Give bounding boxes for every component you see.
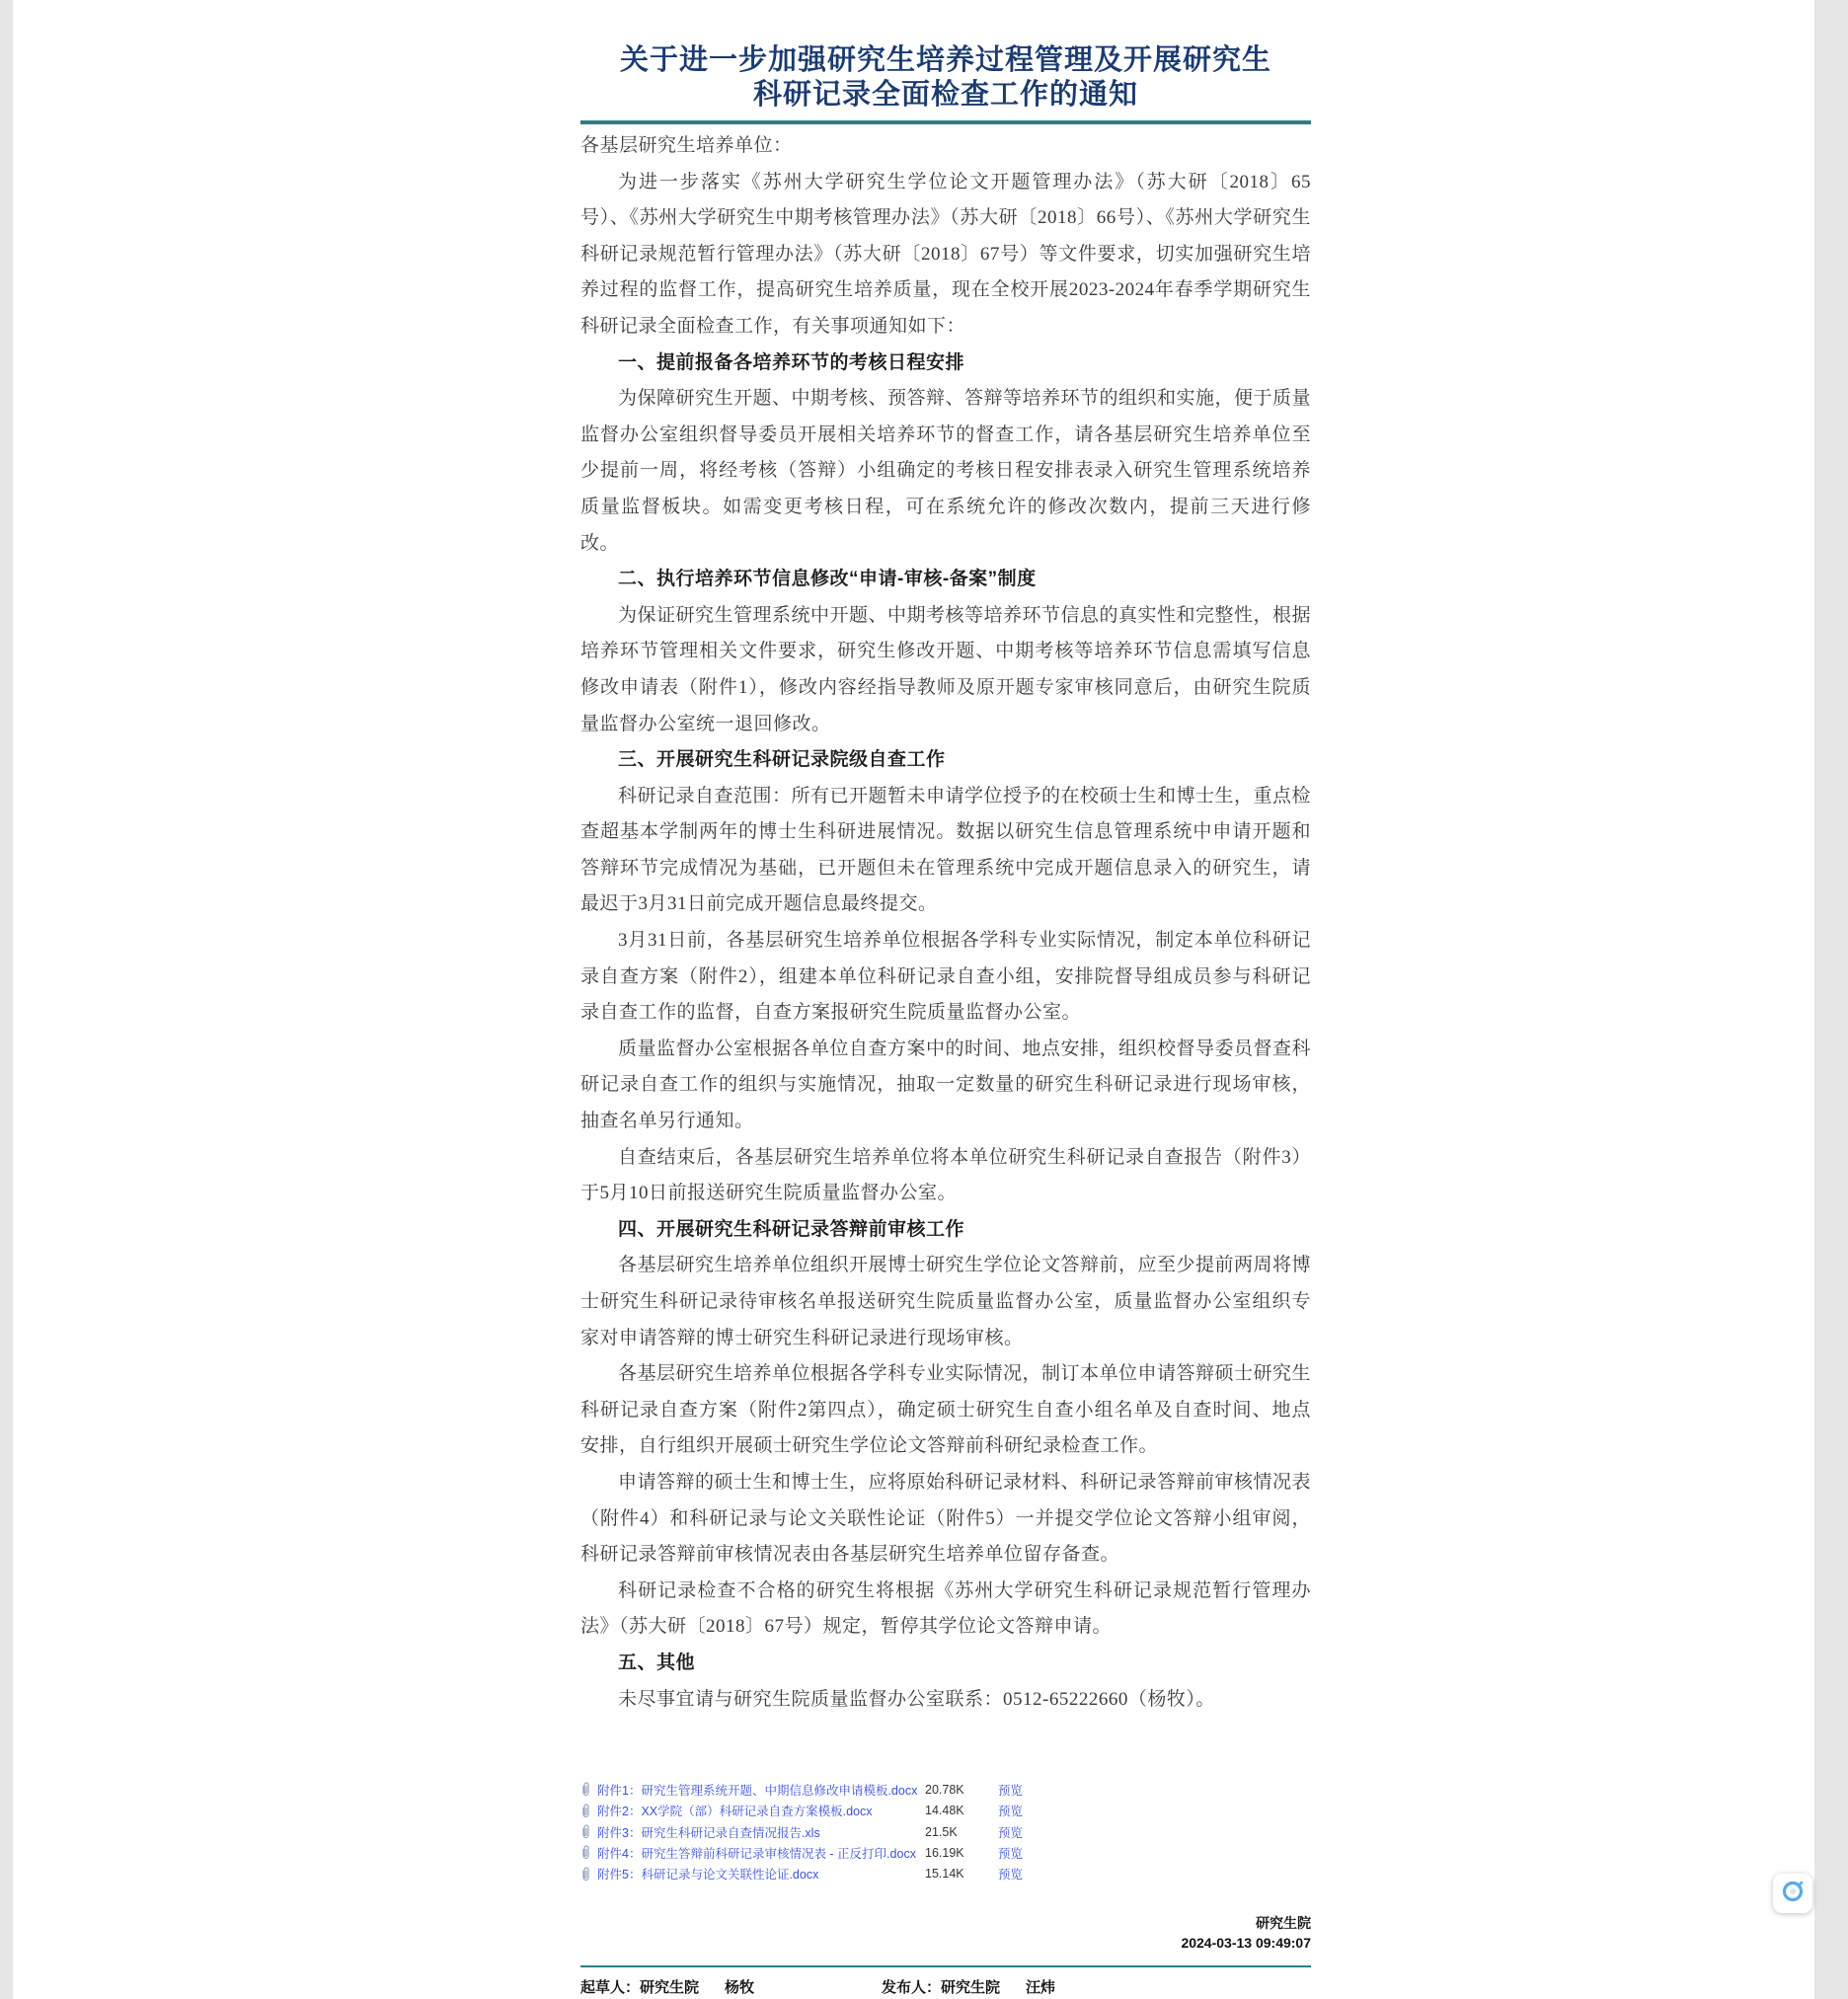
attachment-link[interactable]: 附件1：研究生管理系统开题、中期信息修改申请模板.docx (597, 1783, 918, 1798)
attachment-row (580, 1779, 1311, 1800)
paperclip-icon (580, 1782, 597, 1797)
section-heading-4: 四、开展研究生科研记录答辩前审核工作 (618, 1218, 965, 1240)
signature-department: 研究生院 (1256, 1915, 1311, 1932)
paragraph: 自查结束后，各基层研究生培养单位将本单位研究生科研记录自查报告（附件3）于5月10日前报送研究生院质量监督办公室。 (580, 1146, 1311, 1204)
paragraph: 科研记录自查范围：所有已开题暂未申请学位授予的在校硕士生和博士生，重点检查超基本学制两年的博士生科研进展情况。数据以研究生信息管理系统中申请开题和答辩环节完成情况为基础，已开题但未在管理系统中完成开题信息录入的研究生，请最迟于3月31日前完成开题信息最终提交。 (580, 785, 1312, 915)
drafter-org: 研究生院 (640, 1979, 700, 1997)
attachment-size: 21.5K (925, 1824, 958, 1839)
paperclip-icon (580, 1804, 597, 1818)
signature-datetime: 2024-03-13 09:49:07 (1181, 1934, 1311, 1951)
paragraph: 为进一步落实《苏州大学研究生学位论文开题管理办法》（苏大研〔2018〕65号）、《苏州大学研究生中期考核管理办法》（苏大研〔2018〕66号）、《苏州大学研究生科研记录规范暂行管理办法》（苏大研〔2018〕67号）等文件要求，切实加强研究生培养过程的监督工作，提高研究生培养质量，现在全校开展2023-2024年春季学期研究生科研记录全面检查工作，有关事项通知如下： (580, 171, 1311, 337)
attachment-list (580, 1779, 1311, 1884)
attachment-link[interactable]: 附件5：科研记录与论文关联性论证.docx (597, 1868, 819, 1883)
publisher-org: 研究生院 (941, 1979, 1001, 1997)
drafter-info (580, 1976, 882, 1997)
attachment-size: 20.78K (925, 1782, 964, 1797)
salutation: 各基层研究生培养单位： (580, 135, 793, 156)
attachment-row (580, 1842, 1311, 1863)
attachment-preview-link[interactable]: 预览 (998, 1783, 1024, 1798)
paperclip-icon (580, 1867, 597, 1882)
page-title: 关于进一步加强研究生培养过程管理及开展研究生科研记录全面检查工作的通知 (620, 44, 1272, 111)
compass-ring-icon (1781, 1880, 1805, 1908)
page-right-margin-scroll-area[interactable] (1814, 0, 1848, 1999)
paragraph: 为保证研究生管理系统中开题、中期考核等培养环节信息的真实性和完整性，根据培养环节管理相关文件要求，研究生修改开题、中期考核等培养环节信息需填写信息修改申请表（附件1），修改内容经指导教师及原开题专家审核同意后，由研究生院质量监督办公室统一退回修改。 (580, 604, 1312, 734)
attachment-link[interactable]: 附件2：XX学院（部）科研记录自查方案模板.docx (597, 1805, 873, 1819)
document-column (580, 0, 1311, 1997)
section-heading-2: 二、执行培养环节信息修改“申请-审核-备案”制度 (618, 569, 1037, 590)
paperclip-icon (580, 1824, 597, 1839)
document-body (580, 128, 1311, 1718)
attachment-link[interactable]: 附件4：研究生答辩前科研记录审核情况表 - 正反打印.docx (597, 1846, 916, 1861)
attachment-size: 14.48K (925, 1804, 964, 1818)
signature-block (580, 1914, 1311, 1953)
publisher-label: 发布人： (882, 1979, 942, 1997)
paragraph: 科研记录检查不合格的研究生将根据《苏州大学研究生科研记录规范暂行管理办法》（苏大研〔2018〕67号）规定，暂停其学位论文答辩申请。 (580, 1579, 1311, 1638)
attachment-preview-link[interactable]: 预览 (998, 1868, 1024, 1883)
paragraph: 3月31日前，各基层研究生培养单位根据各学科专业实际情况，制定本单位科研记录自查方案（附件2），组建本单位科研记录自查小组，安排院督导组成员参与科研记录自查工作的监督，自查方案报研究生院质量监督办公室。 (580, 930, 1311, 1024)
attachment-size: 15.14K (925, 1867, 964, 1882)
paragraph: 申请答辩的硕士生和博士生，应将原始科研记录材料、科研记录答辩前审核情况表（附件4）和科研记录与论文关联性论证（附件5）一并提交学位论文答辩小组审阅，科研记录答辩前审核情况表由各基层研究生培养单位留存备查。 (580, 1471, 1312, 1566)
paperclip-icon (580, 1845, 597, 1860)
footer-credits (580, 1976, 1311, 1997)
drafter-label: 起草人： (580, 1979, 641, 1997)
paragraph: 各基层研究生培养单位根据各学科专业实际情况，制订本单位申请答辩硕士研究生科研记录自查方案（附件2第四点），确定硕士研究生自查小组名单及自查时间、地点安排，自行组织开展硕士研究生学位论文答辩前科研纪录检查工作。 (580, 1363, 1312, 1457)
footer-divider (580, 1965, 1311, 1967)
floating-widget-button[interactable] (1773, 1874, 1812, 1913)
attachment-preview-link[interactable]: 预览 (998, 1846, 1024, 1861)
attachment-preview-link[interactable]: 预览 (998, 1825, 1024, 1840)
attachment-row (580, 1864, 1311, 1884)
drafter-name: 杨牧 (725, 1979, 755, 1997)
attachment-row (580, 1801, 1311, 1821)
publisher-info (882, 1976, 1055, 1997)
title-divider (580, 120, 1311, 124)
paragraph: 未尽事宜请与研究生院质量监督办公室联系：0512-65222660（杨牧）。 (618, 1688, 1215, 1710)
document-page (13, 0, 1814, 1999)
attachment-size: 16.19K (925, 1845, 964, 1860)
page-left-margin (0, 0, 13, 1999)
paragraph: 为保障研究生开题、中期考核、预答辩、答辩等培养环节的组织和实施，便于质量监督办公室组织督导委员开展相关培养环节的督查工作，请各基层研究生培养单位至少提前一周，将经考核（答辩）小组确定的考核日程安排表录入研究生管理系统培养质量监督板块。如需变更考核日程，可在系统允许的修改次数内，提前三天进行修改。 (580, 388, 1312, 554)
paragraph: 各基层研究生培养单位组织开展博士研究生学位论文答辩前，应至少提前两周将博士研究生科研记录待审核名单报送研究生院质量监督办公室，质量监督办公室组织专家对申请答辩的博士研究生科研记录进行现场审核。 (580, 1255, 1312, 1348)
section-heading-5: 五、其他 (618, 1652, 696, 1673)
paragraph: 质量监督办公室根据各单位自查方案中的时间、地点安排，组织校督导委员督查科研记录自查工作的组织与实施情况，抽取一定数量的研究生科研记录进行现场审核，抽查名单另行通知。 (580, 1038, 1312, 1132)
attachment-link[interactable]: 附件3：研究生科研记录自查情况报告.xls (597, 1825, 820, 1840)
attachment-preview-link[interactable]: 预览 (998, 1805, 1024, 1819)
attachment-row (580, 1821, 1311, 1842)
section-heading-3: 三、开展研究生科研记录院级自查工作 (618, 749, 946, 771)
publisher-name: 汪炜 (1026, 1979, 1056, 1997)
section-heading-1: 一、提前报备各培养环节的考核日程安排 (618, 351, 965, 373)
